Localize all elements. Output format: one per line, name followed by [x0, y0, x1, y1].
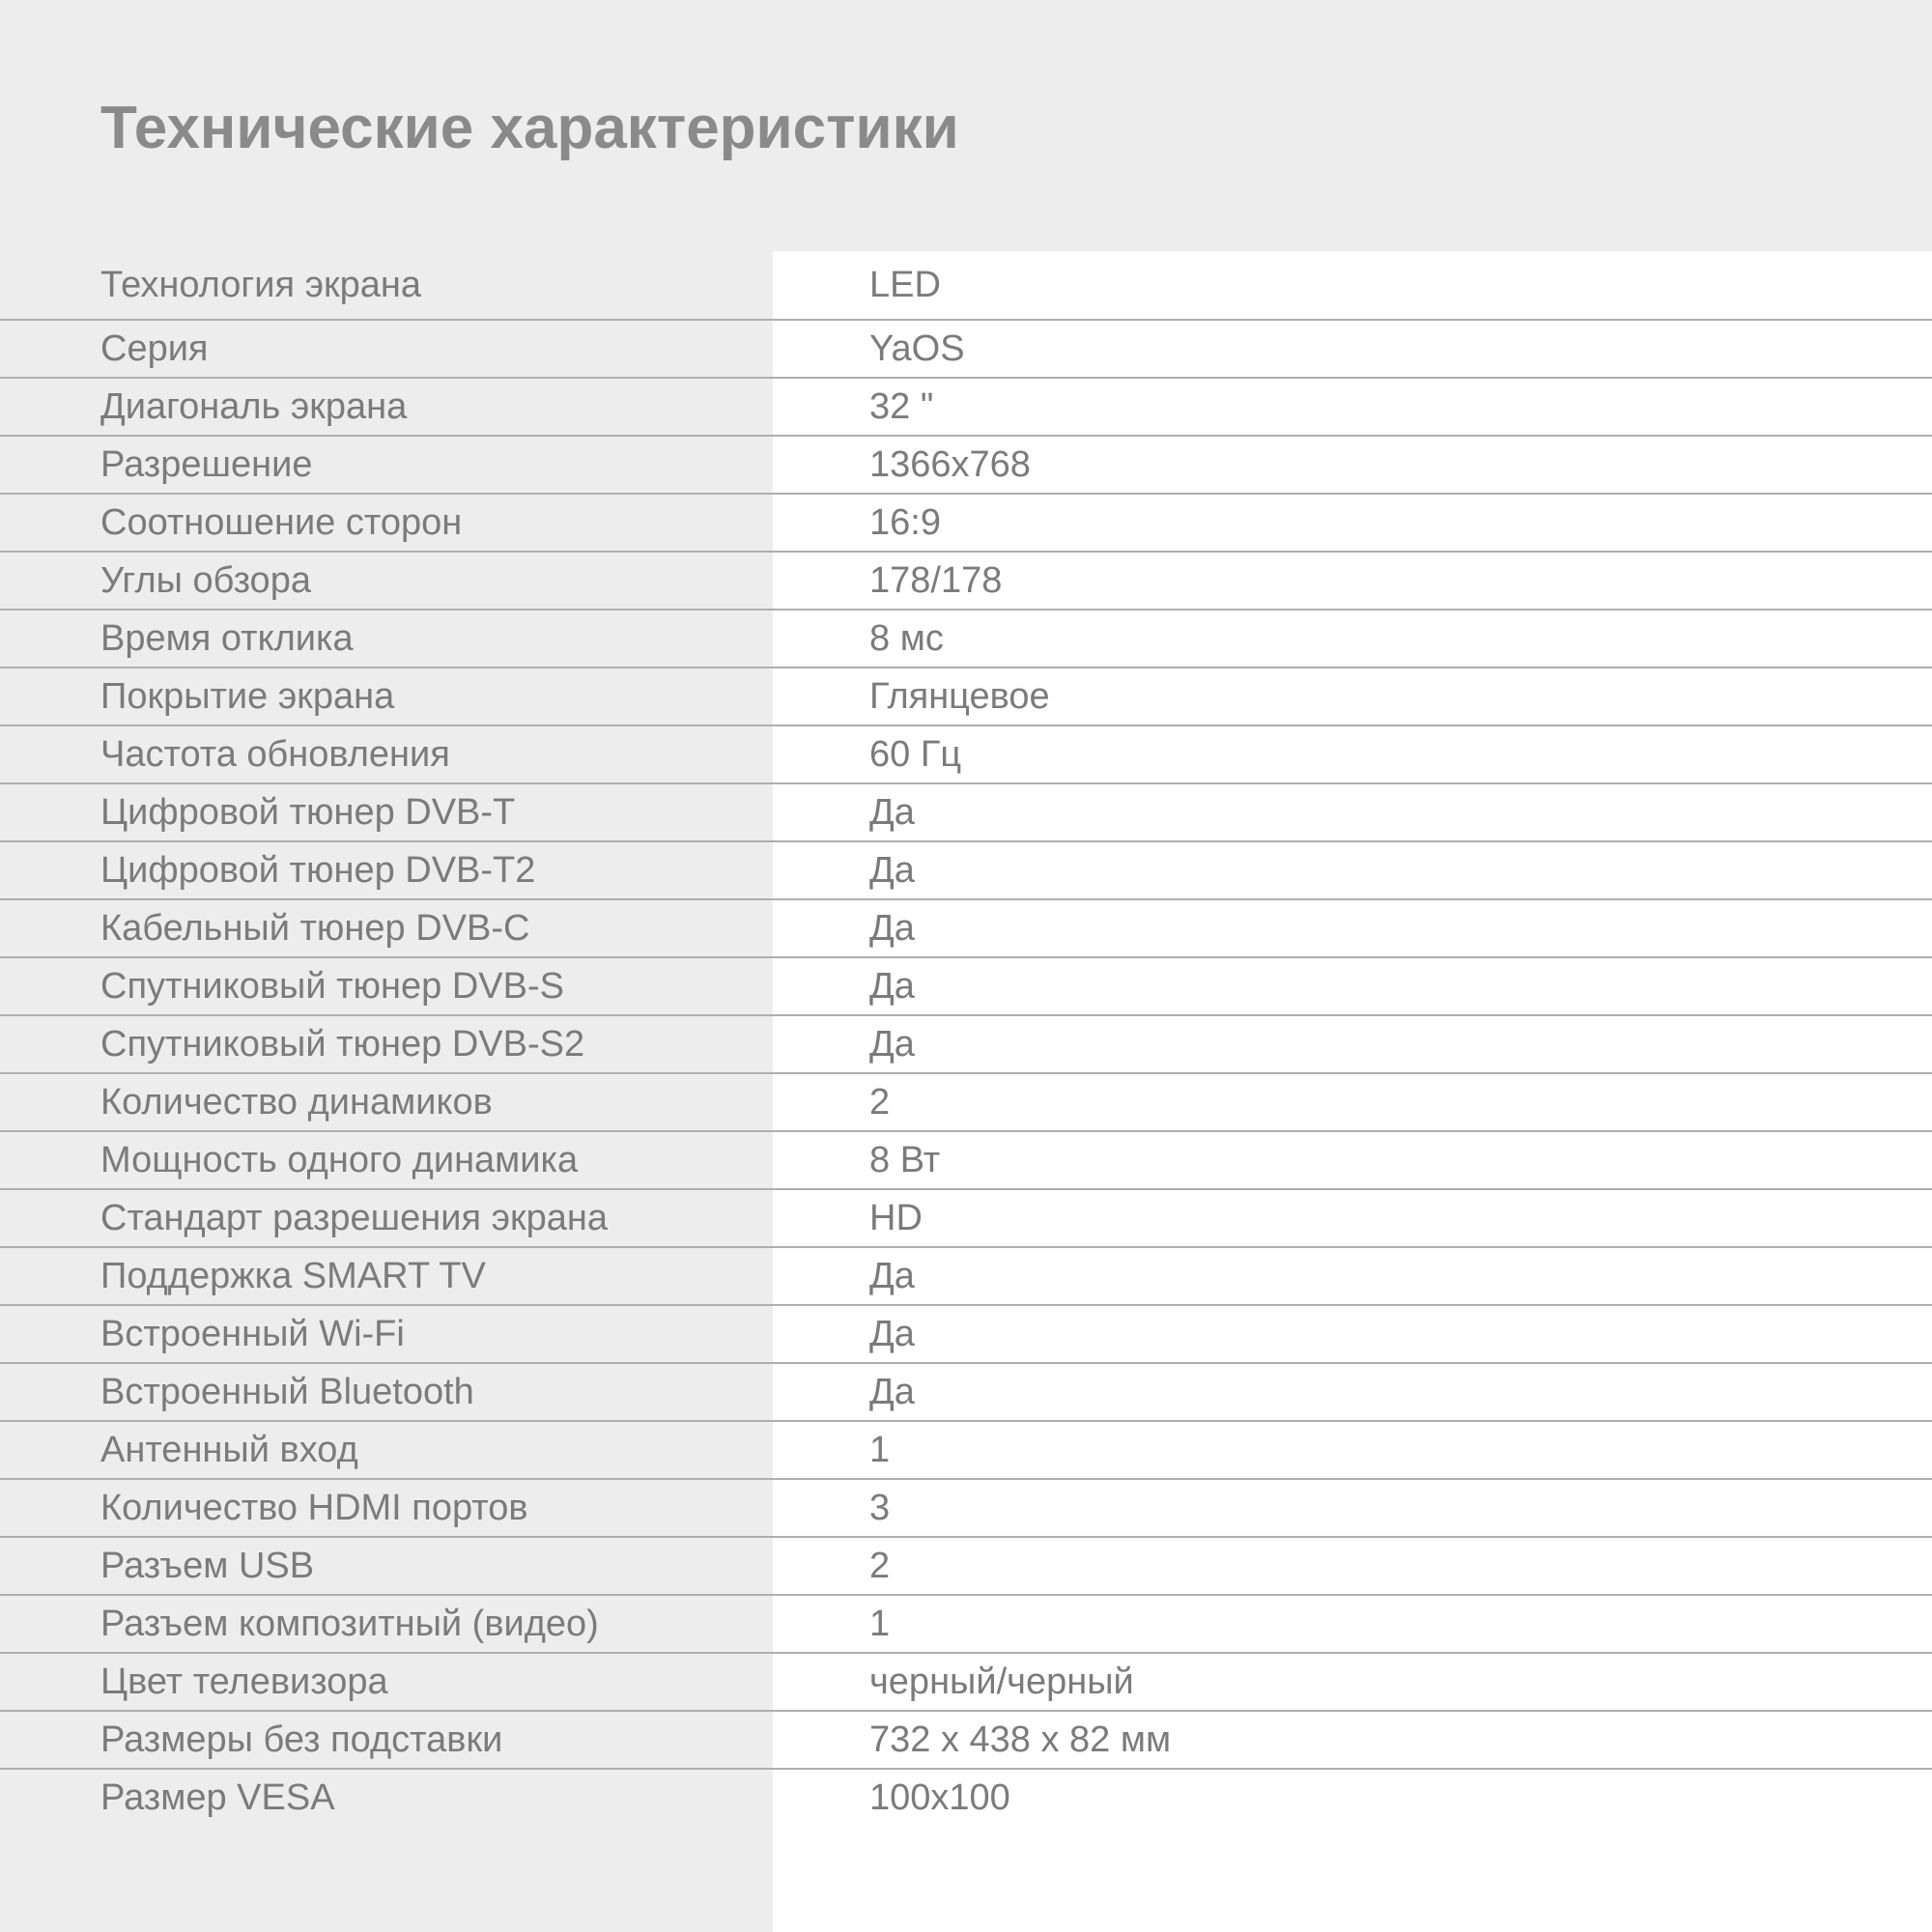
table-row	[0, 1304, 1932, 1362]
spec-value: Да	[773, 1016, 1932, 1072]
spec-value: Да	[773, 1306, 1932, 1362]
spec-label: Мощность одного динамика	[0, 1132, 773, 1188]
spec-label: Разъем композитный (видео)	[0, 1596, 773, 1652]
spec-label: Количество динамиков	[0, 1074, 773, 1130]
spec-label: Технология экрана	[0, 251, 773, 319]
spec-label: Антенный вход	[0, 1422, 773, 1478]
spec-label: Покрытие экрана	[0, 668, 773, 724]
table-row	[0, 609, 1932, 667]
spec-label: Встроенный Wi-Fi	[0, 1306, 773, 1362]
table-row	[0, 1478, 1932, 1536]
table-row	[0, 1188, 1932, 1246]
spec-value: 732 x 438 x 82 мм	[773, 1712, 1932, 1768]
spec-label: Соотношение сторон	[0, 495, 773, 551]
page-title: Технические характеристики	[100, 95, 959, 161]
table-row	[0, 1130, 1932, 1188]
spec-label: Время отклика	[0, 611, 773, 667]
table-row	[0, 251, 1932, 319]
spec-value: 60 Гц	[773, 726, 1932, 782]
spec-label: Стандарт разрешения экрана	[0, 1190, 773, 1246]
spec-value: Да	[773, 1248, 1932, 1304]
table-row	[0, 1420, 1932, 1478]
table-row	[0, 898, 1932, 956]
table-row	[0, 377, 1932, 435]
specs-rows	[0, 251, 1932, 1826]
spec-value: 32 "	[773, 379, 1932, 435]
table-row	[0, 493, 1932, 551]
spec-label: Размеры без подставки	[0, 1712, 773, 1768]
table-row	[0, 1014, 1932, 1072]
spec-label: Разрешение	[0, 437, 773, 493]
spec-label: Кабельный тюнер DVB-C	[0, 900, 773, 956]
table-row	[0, 1246, 1932, 1304]
table-row	[0, 319, 1932, 377]
spec-label: Серия	[0, 321, 773, 377]
spec-value: 8 Вт	[773, 1132, 1932, 1188]
spec-label: Разъем USB	[0, 1538, 773, 1594]
table-row	[0, 840, 1932, 898]
spec-value: 178/178	[773, 553, 1932, 609]
table-row	[0, 1710, 1932, 1768]
spec-label: Поддержка SMART TV	[0, 1248, 773, 1304]
table-row	[0, 956, 1932, 1014]
spec-value: YaOS	[773, 321, 1932, 377]
spec-label: Размер VESA	[0, 1770, 773, 1826]
spec-label: Цифровой тюнер DVB-T	[0, 784, 773, 840]
filler-value-column	[773, 1826, 1932, 1932]
table-row	[0, 1652, 1932, 1710]
spec-value: LED	[773, 251, 1932, 319]
spec-label: Частота обновления	[0, 726, 773, 782]
table-row	[0, 1072, 1932, 1130]
table-row	[0, 782, 1932, 840]
spec-value: Глянцевое	[773, 668, 1932, 724]
table-row	[0, 724, 1932, 782]
spec-value: Да	[773, 784, 1932, 840]
specs-header	[0, 0, 1932, 251]
table-row	[0, 1594, 1932, 1652]
spec-value: 100x100	[773, 1770, 1932, 1826]
spec-value: 3	[773, 1480, 1932, 1536]
spec-value: Да	[773, 842, 1932, 898]
spec-value: Да	[773, 1364, 1932, 1420]
spec-label: Диагональ экрана	[0, 379, 773, 435]
table-row	[0, 435, 1932, 493]
spec-value: черный/черный	[773, 1654, 1932, 1710]
specs-table	[0, 251, 1932, 1932]
spec-label: Количество HDMI портов	[0, 1480, 773, 1536]
spec-value: 16:9	[773, 495, 1932, 551]
spec-value: 1	[773, 1422, 1932, 1478]
spec-value: Да	[773, 900, 1932, 956]
table-row	[0, 1768, 1932, 1826]
spec-value: HD	[773, 1190, 1932, 1246]
spec-label: Цвет телевизора	[0, 1654, 773, 1710]
table-row	[0, 667, 1932, 724]
spec-label: Спутниковый тюнер DVB-S	[0, 958, 773, 1014]
spec-value: 8 мс	[773, 611, 1932, 667]
table-row	[0, 1362, 1932, 1420]
table-row	[0, 1536, 1932, 1594]
spec-label: Спутниковый тюнер DVB-S2	[0, 1016, 773, 1072]
spec-label: Встроенный Bluetooth	[0, 1364, 773, 1420]
spec-label: Углы обзора	[0, 553, 773, 609]
spec-value: 1	[773, 1596, 1932, 1652]
table-row	[0, 551, 1932, 609]
filler-label-column	[0, 1826, 773, 1932]
spec-value: Да	[773, 958, 1932, 1014]
spec-value: 2	[773, 1538, 1932, 1594]
spec-value: 1366x768	[773, 437, 1932, 493]
spec-value: 2	[773, 1074, 1932, 1130]
table-filler	[0, 1826, 1932, 1932]
spec-label: Цифровой тюнер DVB-T2	[0, 842, 773, 898]
